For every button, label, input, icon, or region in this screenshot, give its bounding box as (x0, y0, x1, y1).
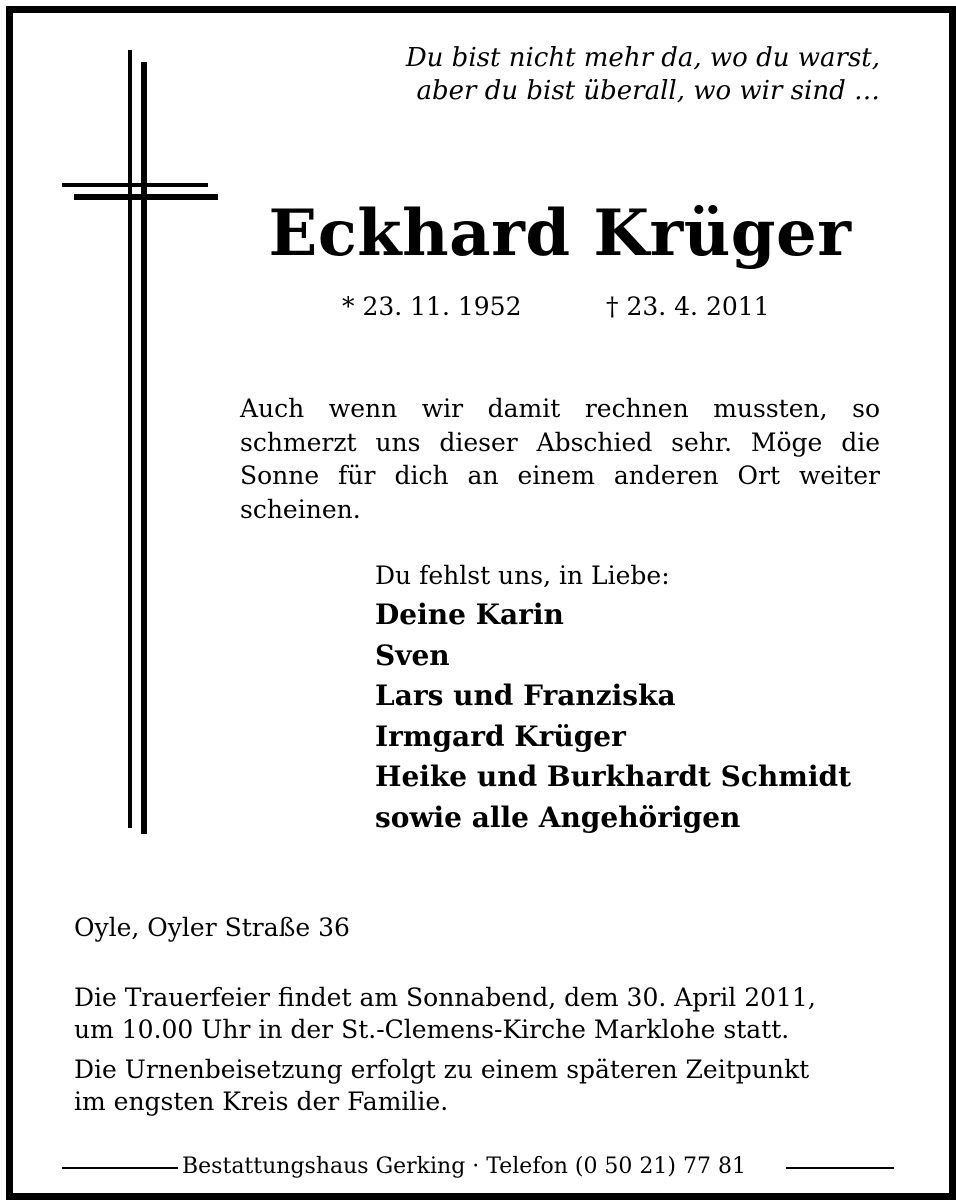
cross-horizontal-bar-top (62, 183, 208, 187)
death-date: † 23. 4. 2011 (606, 292, 770, 321)
motto-quote (360, 42, 880, 108)
family-member: Heike und Burkhardt Schmidt (375, 760, 851, 793)
family-member: Irmgard Krüger (375, 719, 626, 753)
urn-burial-info (74, 1054, 894, 1118)
cross-horizontal-bar-bottom (74, 194, 218, 200)
urn-line: im engsten Kreis der Familie. (74, 1087, 449, 1116)
ceremony-line: um 10.00 Uhr in der St.-Clemens-Kirche Marklohe statt. (74, 1015, 790, 1044)
motto-line: Du bist nicht mehr da, wo du warst, (405, 43, 880, 73)
family-member: sowie alle Angehörigen (375, 800, 741, 834)
footer-rule-left (62, 1167, 178, 1169)
address: Oyle, Oyler Straße 36 (74, 913, 350, 942)
cross-vertical-bar-right (141, 62, 147, 834)
family-intro: Du fehlst uns, in Liebe: (375, 561, 670, 590)
deceased-name: Eckhard Krüger (268, 196, 852, 271)
family-member: Lars und Franziska (375, 679, 676, 712)
family-member: Sven (375, 638, 450, 672)
family-signature (375, 557, 895, 838)
farewell-message: Auch wenn wir damit rechnen mussten, so schmerzt uns dieser Abschied sehr. Möge die Sonne für dich an einem anderen Ort weiter scheinen. (240, 394, 880, 524)
ceremony-info (74, 982, 894, 1046)
ceremony-line: Die Trauerfeier findet am Sonnabend, dem 30. April 2011, (74, 983, 816, 1012)
family-member: Deine Karin (375, 598, 564, 631)
urn-line: Die Urnenbeisetzung erfolgt zu einem späteren Zeitpunkt (74, 1055, 810, 1084)
funeral-home-footer: Bestattungshaus Gerking · Telefon (0 50 21) 77 81 (178, 1154, 786, 1179)
motto-line: aber du bist überall, wo wir sind … (416, 76, 880, 106)
birth-date: * 23. 11. 1952 (342, 292, 522, 321)
cross-vertical-bar-left (128, 50, 132, 828)
footer-rule-right (776, 1167, 894, 1169)
